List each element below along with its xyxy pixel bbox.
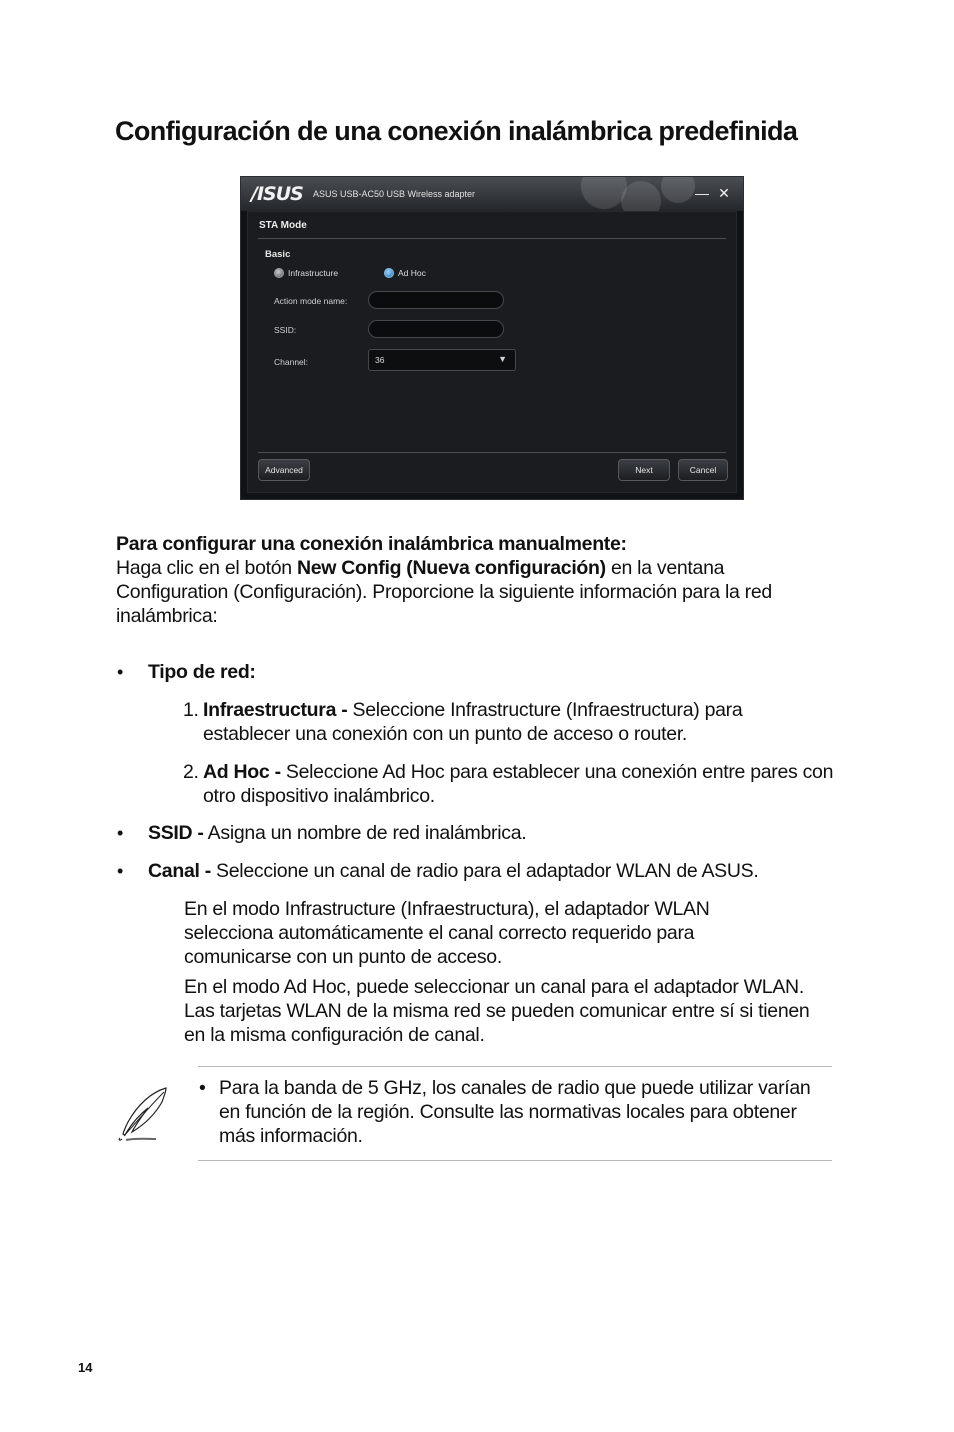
bullet-canal: [148, 859, 838, 883]
asus-logo: /ISUS: [251, 183, 303, 205]
window-title: ASUS USB-AC50 USB Wireless adapter: [313, 189, 476, 199]
ssid-bold: SSID -: [148, 822, 204, 844]
radio-adhoc-dot[interactable]: [384, 268, 394, 278]
list-item-infra: [203, 698, 823, 746]
radio-adhoc[interactable]: [384, 268, 426, 278]
divider: [258, 452, 726, 453]
bullet-symbol: •: [117, 662, 124, 682]
channel-value: 36: [375, 355, 385, 365]
intro-paragraph: [116, 556, 836, 628]
channel-select[interactable]: [368, 349, 516, 371]
bullet-ssid: [148, 821, 828, 845]
adapter-utility-window: [240, 176, 744, 500]
ssid-input[interactable]: [368, 320, 504, 338]
bullet-symbol: •: [117, 823, 124, 843]
infra-label: Infraestructura -: [203, 699, 348, 721]
intro-heading: Para configurar una conexión inalámbrica manualmente:: [116, 533, 627, 555]
note-text: Para la banda de 5 GHz, los canales de radio que puede utilizar varían en función de la región. Consulte las normativas locales para obtener más información.: [219, 1077, 811, 1147]
caret-down-icon: ▼: [498, 354, 507, 364]
radio-infrastructure-dot[interactable]: [274, 268, 284, 278]
tipo-label: Tipo de red:: [148, 661, 256, 683]
feather-pen-icon: [112, 1082, 174, 1144]
canal-text: Seleccione un canal de radio para el adaptador WLAN de ASUS.: [210, 860, 759, 882]
ssid-text: Asigna un nombre de red inalámbrica.: [203, 822, 527, 844]
bullet-symbol: •: [117, 861, 124, 881]
window-content: [247, 211, 737, 493]
mode-title: STA Mode: [259, 220, 307, 231]
note-top-rule: [198, 1066, 832, 1067]
infra-number: 1.: [183, 699, 199, 721]
canal-paragraph-1: En el modo Infrastructure (Infraestructura), el adaptador WLAN selecciona automáticamente el canal correcto requerido para comunicarse con un punto de acceso.: [184, 898, 710, 968]
cancel-button[interactable]: Cancel: [678, 459, 728, 481]
page-title: Configuración de una conexión inalámbrica predefinida: [115, 116, 798, 146]
intro-bold: New Config (Nueva configuración): [296, 557, 606, 579]
adhoc-number: 2.: [183, 761, 199, 783]
section-label: Basic: [265, 249, 291, 260]
action-mode-input[interactable]: [368, 291, 504, 309]
adhoc-label: Ad Hoc -: [203, 761, 281, 783]
action-mode-label: Action mode name:: [274, 296, 348, 306]
close-icon[interactable]: ✕: [718, 185, 730, 201]
canal-bold: Canal -: [148, 860, 211, 882]
radio-adhoc-label: Ad Hoc: [398, 268, 426, 278]
ssid-label: SSID:: [274, 325, 297, 335]
channel-label: Channel:: [274, 357, 309, 367]
infra-text: Seleccione Infrastructure (Infraestructura) para establecer una conexión con un punto de acceso o router.: [203, 699, 743, 745]
minimize-icon[interactable]: —: [695, 185, 709, 201]
advanced-button[interactable]: Advanced: [258, 459, 310, 481]
titlebar-bokeh: [581, 176, 627, 209]
radio-infrastructure-label: Infrastructure: [288, 268, 339, 278]
canal-paragraph-2: En el modo Ad Hoc, puede seleccionar un canal para el adaptador WLAN. Las tarjetas WLAN de la misma red se pueden comunicar entre sí si tienen en la misma configuración de canal.: [184, 976, 810, 1046]
intro-section: [116, 532, 836, 628]
page-number: 14: [78, 1360, 93, 1375]
next-button[interactable]: Next: [618, 459, 670, 481]
adhoc-text: Seleccione Ad Hoc para establecer una conexión entre pares con otro dispositivo inalámbrico.: [203, 761, 834, 807]
bullet-tipo: [148, 660, 828, 684]
radio-infrastructure[interactable]: [274, 268, 338, 278]
note-bottom-rule: [198, 1160, 832, 1161]
intro-text-after: en la ventana Configuration (Configuración). Proporcione la siguiente información para la red inalámbrica:: [116, 557, 772, 627]
window-titlebar: [241, 177, 743, 211]
note-bullet-symbol: •: [199, 1077, 206, 1099]
list-item-adhoc: [203, 760, 835, 808]
titlebar-bokeh: [661, 176, 695, 203]
divider: [258, 238, 726, 239]
intro-text-before: Haga clic en el botón: [116, 557, 297, 579]
